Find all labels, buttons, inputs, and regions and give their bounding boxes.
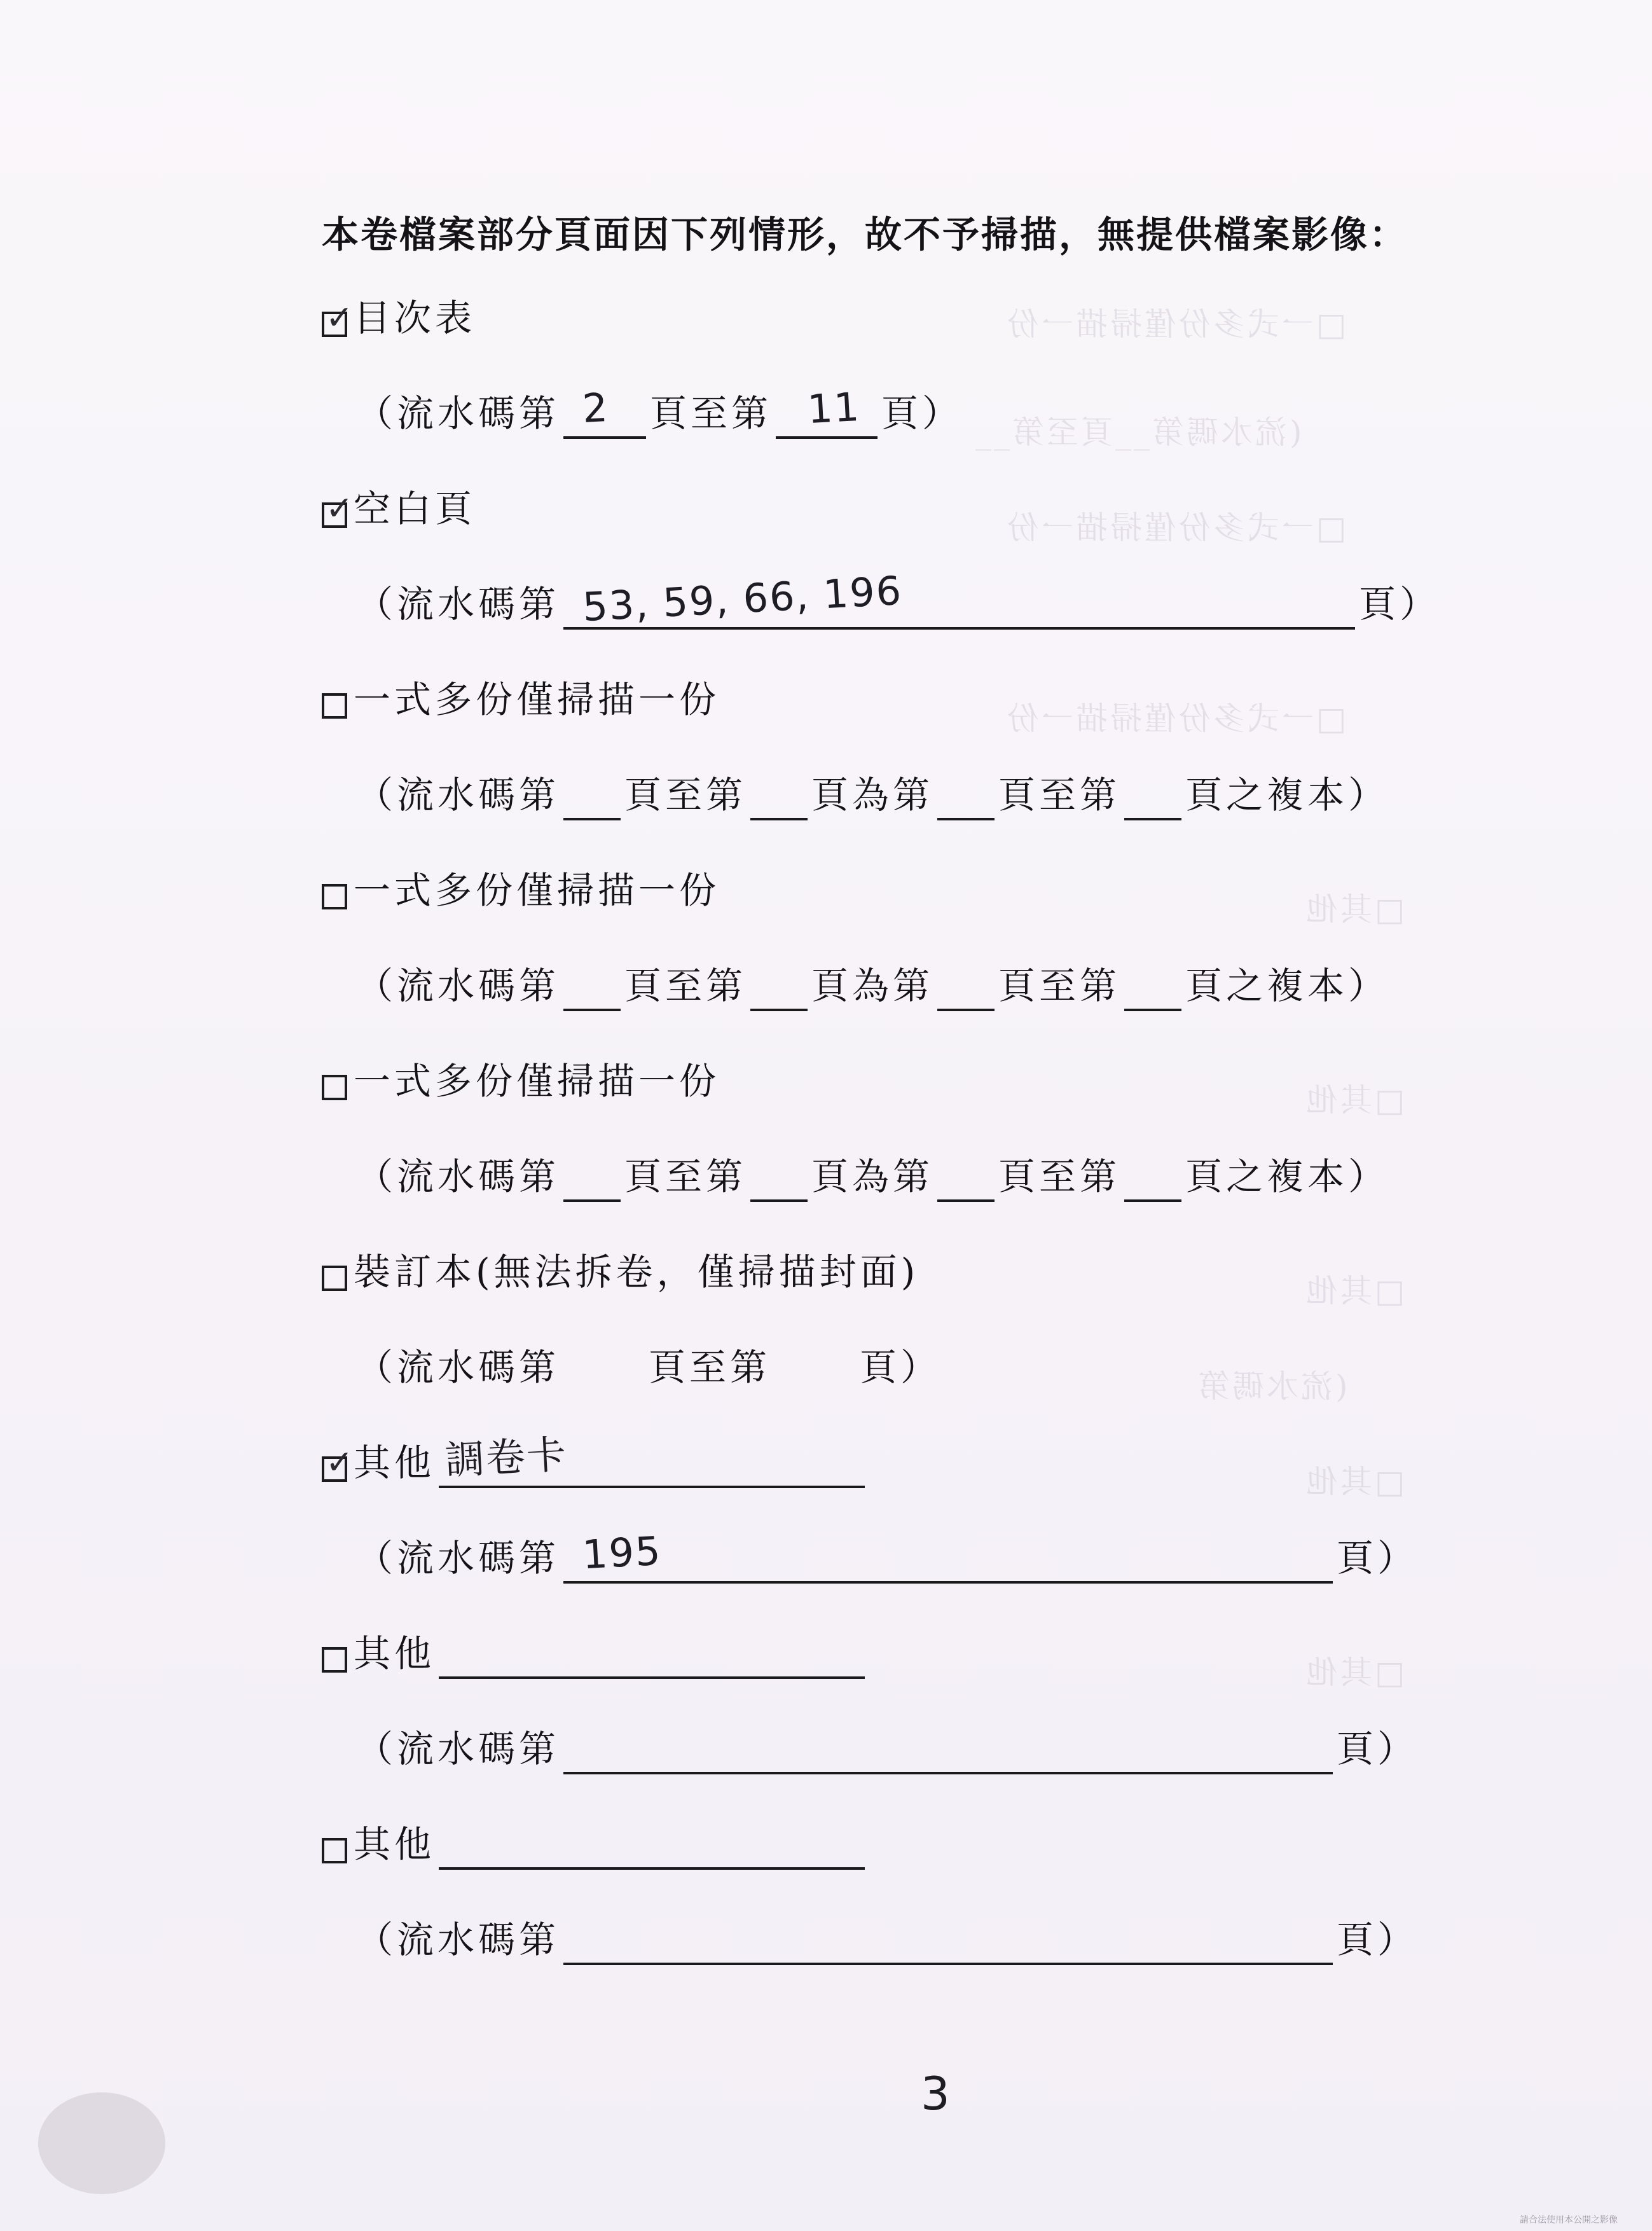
bleed-through-text: □一式多份僅掃描一份 xyxy=(1005,509,1347,546)
item-multi-copy-3-range: （流水碼第 頁至第 頁為第 頁至第 頁之複本） xyxy=(356,1151,1389,1202)
bleed-through-text: □一式多份僅掃描一份 xyxy=(1005,700,1347,737)
field[interactable] xyxy=(1124,1155,1181,1202)
checkbox-other-2[interactable] xyxy=(322,1647,347,1673)
item-table-of-contents xyxy=(322,293,476,343)
item-multi-copy-1-range: （流水碼第 頁至第 頁為第 頁至第 頁之複本） xyxy=(356,770,1389,820)
item-toc-range: （流水碼第 2 頁至第 11 頁） xyxy=(356,388,963,439)
field[interactable] xyxy=(937,1155,995,1202)
bleed-through-text: □其他 xyxy=(1304,891,1405,928)
item-bound-volume-range: （流水碼第 頁至第 頁） xyxy=(356,1346,942,1389)
field[interactable] xyxy=(750,1155,808,1202)
page-heading: 本卷檔案部分頁面因下列情形，故不予掃描，無提供檔案影像： xyxy=(322,213,1408,256)
item-other-2 xyxy=(322,1628,869,1679)
item-multi-copy-2-range: （流水碼第 頁至第 頁為第 頁至第 頁之複本） xyxy=(356,960,1389,1011)
item-label: 一式多份僅掃描一份 xyxy=(354,1060,720,1103)
item-other-2-value: （流水碼第 頁） xyxy=(356,1723,1418,1774)
checkbox-multi-copy-1[interactable] xyxy=(322,693,347,719)
check-mark-icon: ✓ xyxy=(326,1444,354,1482)
item-multi-copy-2 xyxy=(322,865,720,916)
item-label: 其他 xyxy=(354,1632,436,1675)
checkbox-other-3[interactable] xyxy=(322,1838,347,1863)
item-multi-copy-3 xyxy=(322,1056,720,1107)
item-label: 一式多份僅掃描一份 xyxy=(354,678,720,721)
bleed-through-text: □其他 xyxy=(1304,1273,1405,1309)
item-blank-pages xyxy=(322,483,476,534)
bleed-through-text: (流水碼第__頁至第__ xyxy=(973,414,1302,451)
checkbox-toc[interactable] xyxy=(322,299,354,337)
item-other-1 xyxy=(322,1431,869,1488)
checkbox-bound-volume[interactable] xyxy=(322,1266,347,1291)
checkbox-other-1[interactable] xyxy=(322,1444,354,1482)
field[interactable] xyxy=(1124,773,1181,820)
bleed-through-text: (流水碼第 xyxy=(1195,1368,1348,1405)
item-label: 一式多份僅掃描一份 xyxy=(354,869,720,912)
item-other-3-value: （流水碼第 頁） xyxy=(356,1914,1418,1965)
item-label: 空白頁 xyxy=(354,487,476,530)
item-bound-volume xyxy=(322,1247,919,1297)
bleed-through-text: □其他 xyxy=(1304,1463,1405,1500)
item-blank-pages-value: （流水碼第 53, 59, 66, 196 頁） xyxy=(356,567,1441,631)
pages-field[interactable] xyxy=(563,1727,1333,1774)
field[interactable] xyxy=(937,964,995,1011)
pages-field[interactable]: 53, 59, 66, 196 xyxy=(563,583,1355,630)
item-label: 其他 xyxy=(354,1441,436,1484)
bleed-through-text: □其他 xyxy=(1304,1082,1405,1119)
checkbox-multi-copy-2[interactable] xyxy=(322,884,347,909)
check-mark-icon: ✓ xyxy=(326,490,354,528)
other-description-field[interactable]: 調卷卡 xyxy=(439,1441,865,1488)
page-number: 3 xyxy=(921,2067,950,2120)
pages-field[interactable]: 195 xyxy=(563,1537,1333,1584)
bleed-through-text: □其他 xyxy=(1304,1654,1405,1691)
item-label: 裝訂本(無法拆卷，僅掃描封面) xyxy=(354,1250,919,1294)
to-field[interactable]: 11 xyxy=(776,392,878,439)
other-description-field[interactable] xyxy=(439,1632,865,1679)
item-other-3 xyxy=(322,1819,869,1870)
other-description-field[interactable] xyxy=(439,1823,865,1870)
checkbox-multi-copy-3[interactable] xyxy=(322,1075,347,1100)
checkbox-blank-pages[interactable] xyxy=(322,490,354,528)
field[interactable] xyxy=(563,773,621,820)
bleed-through-text: □一式多份僅掃描一份 xyxy=(1005,306,1347,343)
field[interactable] xyxy=(750,773,808,820)
field[interactable] xyxy=(1124,964,1181,1011)
item-other-1-value: （流水碼第 195 頁） xyxy=(356,1533,1418,1584)
field[interactable] xyxy=(563,964,621,1011)
item-multi-copy-1 xyxy=(322,674,720,725)
from-field[interactable]: 2 xyxy=(563,392,646,439)
field[interactable] xyxy=(563,1155,621,1202)
item-label: 目次表 xyxy=(354,296,476,340)
archive-logo-watermark xyxy=(38,2092,165,2194)
check-mark-icon: ✓ xyxy=(326,299,354,337)
footer-stamp: 請合法使用本公開之影像 xyxy=(1520,2215,1618,2225)
field[interactable] xyxy=(937,773,995,820)
field[interactable] xyxy=(750,964,808,1011)
pages-field[interactable] xyxy=(563,1918,1333,1965)
item-label: 其他 xyxy=(354,1823,436,1866)
